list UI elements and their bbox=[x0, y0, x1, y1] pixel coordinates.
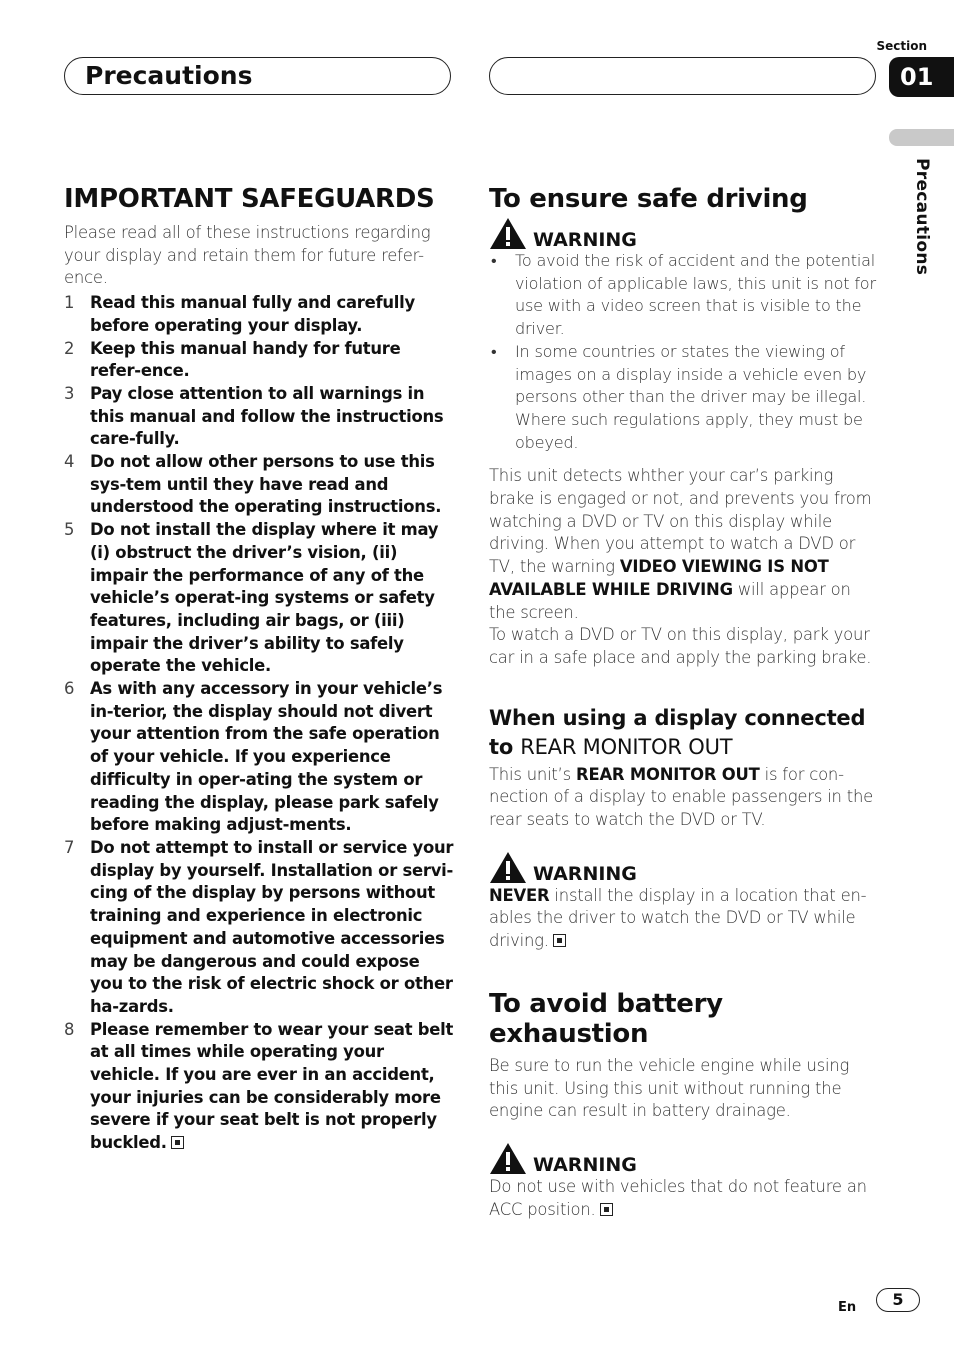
warning-triangle-icon bbox=[489, 217, 527, 250]
page-number: 5 bbox=[876, 1288, 920, 1312]
warning-heading bbox=[489, 216, 879, 250]
park-instruction-paragraph: To watch a DVD or TV on this display, park your car in a safe place and apply the parking brake. bbox=[489, 625, 872, 667]
safeguards-title: IMPORTANT SAFEGUARDS bbox=[64, 184, 435, 214]
list-item: 1 Read this manual fully and carefully before operating your display. bbox=[64, 293, 415, 335]
list-item: 4 Do not allow other persons to use this sys-tem until they have read and understood the operating instructions. bbox=[64, 452, 442, 517]
warning-triangle-icon bbox=[489, 851, 527, 884]
list-item: 3 Pay close attention to all warnings in this manual and follow the instructions care-fully. bbox=[64, 383, 444, 449]
warning-bullets bbox=[489, 250, 879, 454]
end-mark-icon bbox=[553, 934, 566, 947]
warning-heading bbox=[489, 850, 879, 884]
list-item: 6 As with any accessory in your vehicle’s in-terior, the display should not divert your attention from the safe operation of your vehicle. If you experience difficulty in oper-ating the system or reading the display, please park safely before making adjust-ments. bbox=[64, 679, 443, 835]
list-item: 5 Do not install the display where it may (i) obstruct the driver’s vision, (ii) impair the performance of any of the vehicle’s operat-ing systems or safety features, including air bags, or (iii) impair the driver’s ability to safely operate the vehicle. bbox=[64, 520, 439, 676]
parking-brake-paragraph: This unit detects whther your car’s parking brake is engaged or not, and prevents you from watching a DVD or TV on this display while driving. When you attempt to watch a DVD or TV, the warning VIDEO VIEWING IS NOT AVAILABLE WHILE DRIVING will appear on the screen. bbox=[489, 466, 872, 622]
rear-monitor-title: When using a display connected to REAR MONITOR OUT bbox=[489, 705, 866, 759]
right-column bbox=[489, 184, 879, 1221]
section-number-tab: 01 bbox=[889, 57, 954, 97]
left-column bbox=[64, 184, 456, 1155]
battery-title: To avoid battery exhaustion bbox=[489, 988, 723, 1049]
safeguards-list bbox=[64, 292, 456, 1155]
rear-monitor-paragraph: This unit’s REAR MONITOR OUT is for con-nection of a display to enable passengers in the rear seats to watch the DVD or TV. bbox=[489, 764, 874, 830]
side-tab-label: Precautions bbox=[912, 158, 932, 276]
header-title: Precautions bbox=[85, 61, 253, 90]
header-blank-box bbox=[489, 57, 876, 95]
list-item: 7 Do not attempt to install or service your display by yourself. Installation or servi-cing of the display by persons without training and experience in electronic equipment and automotive accessories may be dangerous and could expose you to the risk of electric shock or other ha-zards. bbox=[64, 837, 454, 1016]
footer-language: En bbox=[838, 1300, 857, 1315]
warning-label: WARNING bbox=[533, 1153, 637, 1176]
end-mark-icon bbox=[600, 1203, 613, 1216]
list-item: 8 Please remember to wear your seat belt at all times while operating your vehicle. If you are ever in an accident, your injuries can be considerably more severe if your seat belt is not properly buckled. bbox=[64, 1019, 454, 1153]
list-item: 2 Keep this manual handy for future refer-ence. bbox=[64, 338, 401, 381]
safe-driving-title: To ensure safe driving bbox=[489, 184, 808, 214]
list-item: • To avoid the risk of accident and the potential violation of applicable laws, this unit is not for use with a video screen that is visible to the driver. bbox=[491, 251, 876, 339]
warning-heading bbox=[489, 1141, 879, 1175]
side-gray-tab bbox=[889, 129, 954, 146]
section-label: Section bbox=[876, 39, 927, 53]
header-title-box bbox=[64, 57, 451, 95]
battery-warning: Do not use with vehicles that do not feature an ACC position. bbox=[489, 1176, 867, 1219]
battery-paragraph: Be sure to run the vehicle engine while using this unit. Using this unit without running the engine can result in battery drainage. bbox=[489, 1055, 850, 1121]
warning-label: WARNING bbox=[533, 229, 637, 251]
safeguards-intro: Please read all of these instructions regarding your display and retain them for future refer-ence. bbox=[64, 223, 431, 288]
rear-monitor-warning: NEVER install the display in a location that en-ables the driver to watch the DVD or TV while driving. bbox=[489, 885, 867, 951]
list-item: • In some countries or states the viewing of images on a display inside a vehicle even by persons other than the driver may be illegal. Where such regulations apply, they must be obeyed. bbox=[491, 341, 867, 452]
warning-label: WARNING bbox=[533, 862, 637, 885]
warning-triangle-icon bbox=[489, 1142, 527, 1175]
end-mark-icon bbox=[171, 1136, 184, 1149]
